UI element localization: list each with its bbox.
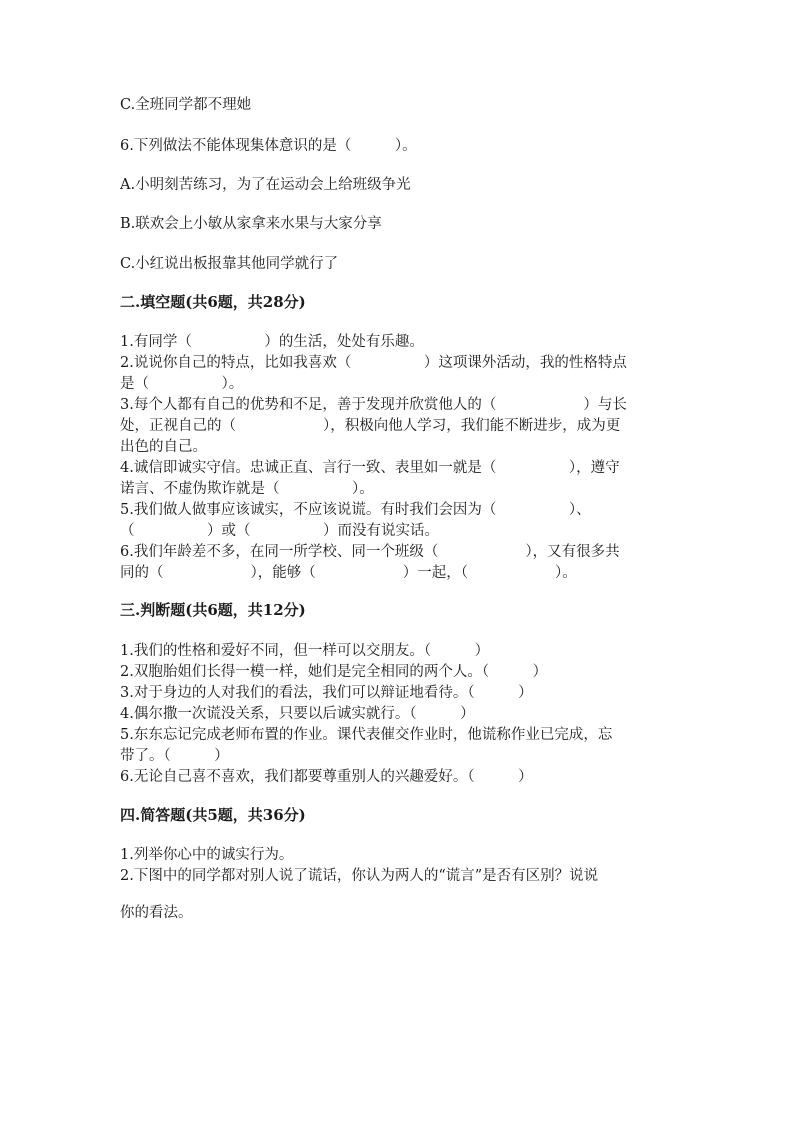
q6-option-c: C.小红说出板报靠其他同学就行了 <box>120 256 339 272</box>
judge-line: 3.对于身边的人对我们的看法，我们可以辩证地看待。（ ） <box>120 685 533 701</box>
fill-line: 3.每个人都有自己的优势和不足，善于发现并欣赏他人的（ ）与长 <box>120 397 627 413</box>
fill-line: 是（ ）。 <box>120 376 244 392</box>
fill-line: 诺言、不虚伪欺诈就是（ ）。 <box>120 481 374 497</box>
q6-option-b: B.联欢会上小敏从家拿来水果与大家分享 <box>120 216 382 232</box>
judge-line: 5.东东忘记完成老师布置的作业。课代表催交作业时，他谎称作业已完成，忘 <box>120 727 613 743</box>
judge-line: 4.偶尔撒一次谎没关系，只要以后诚实就行。（ ） <box>120 706 475 722</box>
fill-line: 2.说说你自己的特点，比如我喜欢（ ）这项课外活动，我的性格特点 <box>120 355 627 371</box>
short-answer-line: 你的看法。 <box>120 905 193 921</box>
short-answer-line: 2.下图中的同学都对别人说了谎话，你认为两人的“谎言”是否有区别？说说 <box>120 868 599 884</box>
fill-line: 4.诚信即诚实守信。忠诚正直、言行一致、表里如一就是（ ），遵守 <box>120 460 620 476</box>
judge-line: 带了。（ ） <box>120 748 229 764</box>
judge-line: 1.我们的性格和爱好不同，但一样可以交朋友。（ ） <box>120 643 490 659</box>
fill-line: 6.我们年龄差不多，在同一所学校、同一个班级（ ），又有很多共 <box>120 544 620 560</box>
short-answer-line: 1.列举你心中的诚实行为。 <box>120 847 294 863</box>
section-true-false-title: 三.判断题(共6题，共12分) <box>120 601 306 619</box>
judge-line: 2.双胞胎姐们长得一模一样，她们是完全相同的两个人。（ ） <box>120 664 548 680</box>
judge-line: 6.无论自己喜不喜欢，我们都要尊重别人的兴趣爱好。（ ） <box>120 769 533 785</box>
fill-line: 出色的自己。 <box>120 439 207 455</box>
q5-option-c: C.全班同学都不理她 <box>120 97 252 113</box>
section-short-answer-title: 四.简答题(共5题，共36分) <box>120 806 306 824</box>
fill-line: 5.我们做人做事应该诚实，不应该说谎。有时我们会因为（ ）、 <box>120 502 591 518</box>
q6-stem: 6.下列做法不能体现集体意识的是（ ）。 <box>120 138 417 154</box>
fill-line: （ ）或（ ）而没有说实话。 <box>120 523 439 539</box>
fill-line: 处，正视自己的（ ），积极向他人学习，我们能不断进步，成为更 <box>120 418 621 434</box>
section-fill-blank-title: 二.填空题(共6题，共28分) <box>120 293 306 311</box>
fill-line: 1.有同学（ ）的生活，处处有乐趣。 <box>120 334 424 350</box>
fill-line: 同的（ ），能够（ ）一起，（ ）。 <box>120 565 577 581</box>
q6-option-a: A.小明刻苦练习，为了在运动会上给班级争光 <box>120 177 411 193</box>
